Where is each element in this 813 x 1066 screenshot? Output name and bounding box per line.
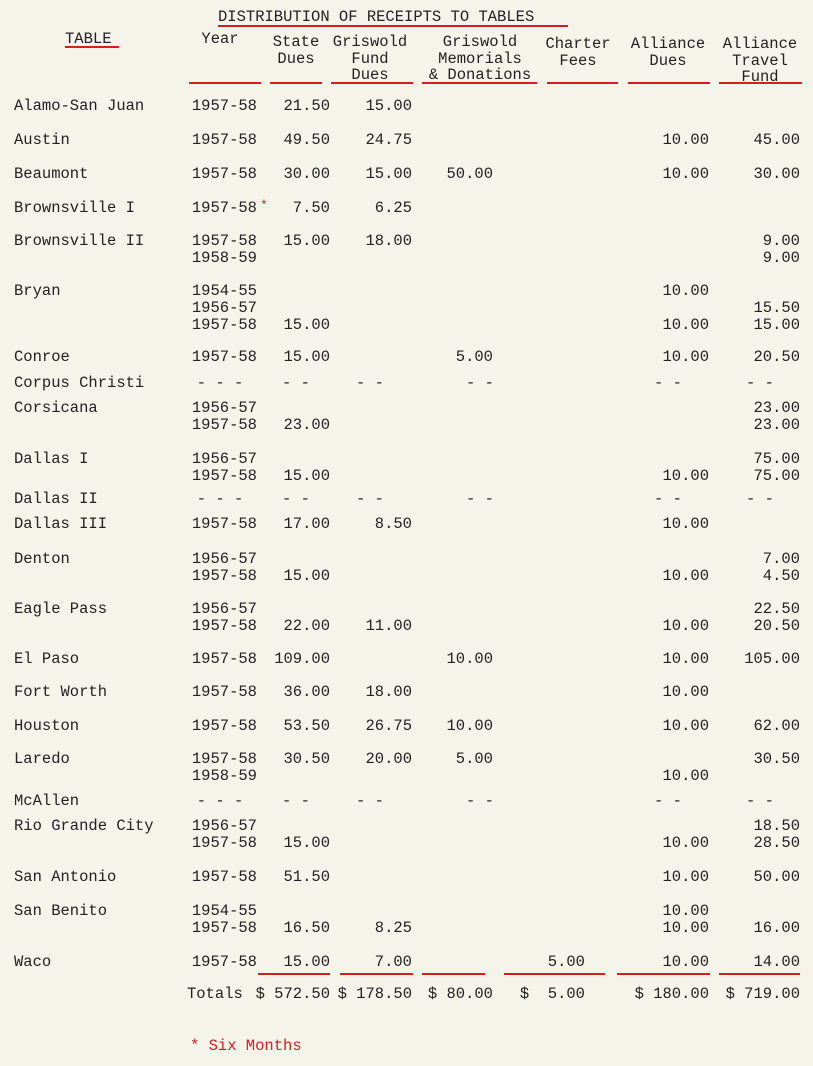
table-name: Corpus Christi [14, 374, 145, 392]
cell-gmem: - - [466, 374, 494, 392]
cell-year: 1957-58 [191, 348, 257, 366]
cell-year: 1957-58 [191, 683, 257, 701]
cell-gfund: 24.75 [365, 131, 412, 149]
cell-year: 1957-58 [191, 868, 257, 886]
col-header-line: Dues [277, 49, 315, 68]
cell-atravel: 15.50 [753, 299, 800, 317]
cell-atravel: 15.00 [753, 316, 800, 334]
col-header-line: Fees [559, 51, 597, 70]
cell-state: 16.50 [283, 919, 330, 937]
page-title: DISTRIBUTION OF RECEIPTS TO TABLES [218, 8, 535, 26]
cell-state: 53.50 [283, 717, 330, 735]
cell-state: 15.00 [283, 953, 330, 971]
cell-gfund: 26.75 [365, 717, 412, 735]
table-name: Corsicana [14, 399, 98, 417]
table-name: Eagle Pass [14, 600, 108, 618]
cell-year: 1957-58 [191, 650, 257, 668]
totals-underline [422, 973, 485, 975]
table-name: Conroe [14, 348, 70, 366]
total-gmem: $ 80.00 [427, 985, 493, 1003]
cell-atravel: 75.00 [753, 467, 800, 485]
cell-gfund: 15.00 [365, 97, 412, 115]
cell-year: 1958-59 [191, 249, 257, 267]
cell-atravel: 9.00 [762, 249, 800, 267]
cell-adues: 10.00 [662, 902, 709, 920]
col-header-line: & Donations [428, 66, 532, 84]
cell-year: 1954-55 [191, 282, 257, 300]
cell-state: 36.00 [283, 683, 330, 701]
cell-year: 1957-58 [191, 953, 257, 971]
cell-adues: 10.00 [662, 617, 709, 635]
col-header-gfund [310, 34, 430, 84]
cell-year: 1956-57 [191, 600, 257, 618]
cell-adues: 10.00 [662, 316, 709, 334]
cell-gmem: 5.00 [455, 750, 493, 768]
cell-state: - - [282, 374, 310, 392]
cell-atravel: 30.50 [753, 750, 800, 768]
totals-underline [719, 973, 800, 975]
cell-gmem: - - [466, 792, 494, 810]
cell-gfund: 6.25 [374, 199, 412, 217]
table-name: San Antonio [14, 868, 117, 886]
cell-gfund: 8.50 [374, 515, 412, 533]
col-header-line: Griswold [332, 33, 408, 51]
cell-atravel: 23.00 [753, 399, 800, 417]
totals-underline [617, 973, 710, 975]
total-adues: $ 180.00 [634, 985, 709, 1003]
cell-atravel: 9.00 [762, 232, 800, 250]
cell-year: 1958-59 [191, 767, 257, 785]
cell-gfund: 11.00 [365, 617, 412, 635]
cell-year: 1957-58 [191, 834, 257, 852]
cell-adues: 10.00 [662, 717, 709, 735]
cell-gmem: 10.00 [446, 717, 493, 735]
cell-atravel: - - [746, 374, 774, 392]
cell-year: 1956-57 [191, 550, 257, 568]
cell-atravel: 16.00 [753, 919, 800, 937]
cell-state: - - [282, 792, 310, 810]
col-header-line: Griswold [442, 33, 518, 51]
cell-state: 30.00 [283, 165, 330, 183]
cell-atravel: 75.00 [753, 450, 800, 468]
cell-gfund: 7.00 [374, 953, 412, 971]
cell-state: 23.00 [283, 416, 330, 434]
col-header-line: Alliance [722, 35, 798, 53]
header-underline [422, 82, 537, 84]
cell-atravel: 50.00 [753, 868, 800, 886]
table-name: McAllen [14, 792, 80, 810]
cell-atravel: 28.50 [753, 834, 800, 852]
cell-adues: 10.00 [662, 131, 709, 149]
col-header-line: Charter [545, 35, 611, 53]
cell-gmem: - - [466, 490, 494, 508]
table-name: Austin [14, 131, 70, 149]
cell-state: 30.50 [283, 750, 330, 768]
col-header-line: Alliance [630, 35, 706, 53]
total-state: $ 572.50 [255, 985, 330, 1003]
table-name: Brownsville I [14, 199, 135, 217]
total-atravel: $ 719.00 [725, 985, 800, 1003]
cell-atravel: 4.50 [762, 567, 800, 585]
cell-atravel: 22.50 [753, 600, 800, 618]
cell-state: 17.00 [283, 515, 330, 533]
cell-atravel: 62.00 [753, 717, 800, 735]
cell-year: 1956-57 [191, 817, 257, 835]
cell-gmem: 10.00 [446, 650, 493, 668]
title-underline [218, 25, 568, 27]
table-name: Waco [14, 953, 52, 971]
cell-state: 49.50 [283, 131, 330, 149]
cell-adues: 10.00 [662, 919, 709, 937]
cell-atravel: 14.00 [753, 953, 800, 971]
cell-year: 1957-58 [191, 717, 257, 735]
cell-atravel: 7.00 [762, 550, 800, 568]
cell-year: 1957-58 [191, 131, 257, 149]
table-name: Beaumont [14, 165, 89, 183]
col-header-line: State [272, 33, 320, 51]
col-header-line: Fund [741, 68, 779, 86]
totals-underline [258, 973, 330, 975]
cell-gfund: 18.00 [365, 232, 412, 250]
cell-adues: - - [654, 792, 682, 810]
cell-year: - - - [196, 490, 244, 508]
cell-year: 1957-58 [191, 567, 257, 585]
cell-year: 1957-58 [191, 97, 257, 115]
totals-underline [504, 973, 605, 975]
totals-underline [340, 973, 413, 975]
header-underline [547, 82, 618, 84]
cell-atravel: 18.50 [753, 817, 800, 835]
table-name: Bryan [14, 282, 61, 300]
col-header-line: Dues [649, 51, 687, 70]
cell-adues: 10.00 [662, 467, 709, 485]
cell-adues: 10.00 [662, 683, 709, 701]
cell-state: 7.50 [292, 199, 330, 217]
cell-atravel: 45.00 [753, 131, 800, 149]
cell-atravel: 23.00 [753, 416, 800, 434]
cell-state: 22.00 [283, 617, 330, 635]
col-header-line: Fund [351, 49, 389, 68]
cell-year: 1957-58 [191, 617, 257, 635]
cell-year: 1957-58 [191, 416, 257, 434]
cell-gfund: - - [356, 490, 384, 508]
cell-year: 1957-58 [191, 199, 257, 217]
cell-year: 1954-55 [191, 902, 257, 920]
table-name: Houston [14, 717, 80, 735]
cell-adues: 10.00 [662, 953, 709, 971]
col-header-table: TABLE [65, 30, 112, 48]
cell-adues: - - [654, 490, 682, 508]
header-underline [628, 82, 710, 84]
cell-gfund: 18.00 [365, 683, 412, 701]
total-gfund: $ 178.50 [337, 985, 412, 1003]
cell-adues: 10.00 [662, 767, 709, 785]
cell-gfund: - - [356, 374, 384, 392]
cell-atravel: 30.00 [753, 165, 800, 183]
cell-adues: 10.00 [662, 165, 709, 183]
cell-adues: 10.00 [662, 515, 709, 533]
asterisk-mark: * [260, 198, 268, 213]
total-charter: $ 5.00 [519, 985, 585, 1003]
table-name: San Benito [14, 902, 108, 920]
cell-state: 109.00 [274, 650, 330, 668]
table-name: Alamo-San Juan [14, 97, 145, 115]
cell-atravel: 105.00 [744, 650, 800, 668]
footnote: * Six Months [190, 1037, 302, 1055]
cell-year: 1957-58 [191, 515, 257, 533]
cell-gmem: 5.00 [455, 348, 493, 366]
cell-state: 15.00 [283, 567, 330, 585]
table-name: Laredo [14, 750, 70, 768]
table-name: Denton [14, 550, 70, 568]
cell-adues: 10.00 [662, 868, 709, 886]
table-name: Dallas III [14, 515, 108, 533]
cell-year: 1956-57 [191, 399, 257, 417]
cell-state: - - [282, 490, 310, 508]
cell-gfund: 15.00 [365, 165, 412, 183]
cell-adues: 10.00 [662, 834, 709, 852]
cell-gfund: 20.00 [365, 750, 412, 768]
table-name: Brownsville II [14, 232, 145, 250]
header-underline [331, 82, 413, 84]
col-header-line: Travel [732, 51, 788, 70]
cell-charter: 5.00 [547, 953, 585, 971]
cell-year: 1957-58 [191, 919, 257, 937]
col-header-line: Dues [351, 66, 389, 84]
cell-gfund: - - [356, 792, 384, 810]
cell-year: - - - [196, 374, 244, 392]
cell-year: 1956-57 [191, 299, 257, 317]
cell-atravel: - - [746, 490, 774, 508]
cell-adues: 10.00 [662, 348, 709, 366]
table-name: Rio Grande City [14, 817, 154, 835]
table-header-underline [65, 46, 119, 48]
cell-state: 15.00 [283, 834, 330, 852]
cell-year: 1956-57 [191, 450, 257, 468]
header-underline [189, 82, 261, 84]
cell-year: 1957-58 [191, 467, 257, 485]
totals-label: Totals [187, 985, 243, 1003]
col-header-line: Year [201, 30, 239, 48]
cell-gmem: 50.00 [446, 165, 493, 183]
cell-year: 1957-58 [191, 165, 257, 183]
cell-adues: 10.00 [662, 650, 709, 668]
cell-adues: 10.00 [662, 567, 709, 585]
header-underline [719, 82, 802, 84]
cell-atravel: 20.50 [753, 348, 800, 366]
cell-state: 15.00 [283, 232, 330, 250]
col-header-line: Memorials [438, 49, 522, 68]
table-name: El Paso [14, 650, 80, 668]
cell-atravel: 20.50 [753, 617, 800, 635]
cell-state: 21.50 [283, 97, 330, 115]
cell-adues: - - [654, 374, 682, 392]
cell-state: 15.00 [283, 467, 330, 485]
table-name: Fort Worth [14, 683, 108, 701]
table-name: Dallas II [14, 490, 98, 508]
cell-state: 15.00 [283, 348, 330, 366]
table-name: Dallas I [14, 450, 89, 468]
cell-year: 1957-58 [191, 316, 257, 334]
cell-state: 15.00 [283, 316, 330, 334]
cell-year: 1957-58 [191, 750, 257, 768]
cell-year: - - - [196, 792, 244, 810]
cell-year: 1957-58 [191, 232, 257, 250]
cell-gfund: 8.25 [374, 919, 412, 937]
cell-atravel: - - [746, 792, 774, 810]
cell-adues: 10.00 [662, 282, 709, 300]
col-header-atravel [700, 36, 813, 86]
cell-state: 51.50 [283, 868, 330, 886]
